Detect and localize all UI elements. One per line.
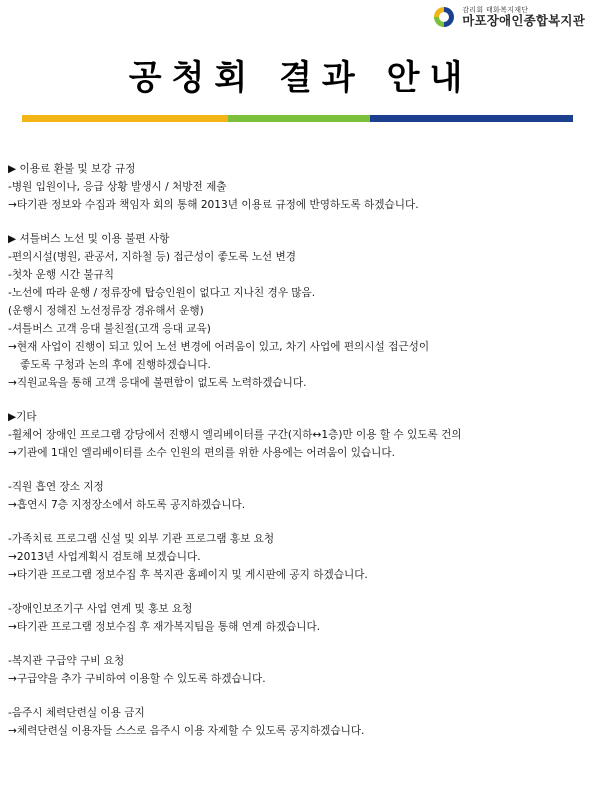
divider-blue-segment <box>370 115 573 122</box>
section-heading: ▶기타 <box>8 411 37 423</box>
section-line: →타기관 정보와 수집과 책임자 회의 통해 2013년 이용료 규정에 반영하도록 하겠습니다. <box>8 199 419 211</box>
section-heading: -직원 흡연 장소 지정 <box>8 481 104 493</box>
section-line: →구급약을 추가 구비하여 이용할 수 있도록 하겠습니다. <box>8 673 266 685</box>
section-line: →직원교육을 통해 고객 응대에 불편함이 없도록 노력하겠습니다. <box>8 377 307 389</box>
color-divider <box>22 115 573 122</box>
section-heading: -음주시 체력단련실 이용 금지 <box>8 707 145 719</box>
section-line: -휠체어 장애인 프로그램 강당에서 진행시 엘리베이터를 구간(지하↔1층)만 이용 할 수 있도록 건의 <box>8 429 462 441</box>
section-line: -노선에 따라 운행 / 정류장에 탑승인원이 없다고 지나친 경우 많음. <box>8 287 316 299</box>
section-line: -병원 입원이나, 응급 상황 발생시 / 처방전 제출 <box>8 181 227 193</box>
section-line: →현재 사업이 진행이 되고 있어 노선 변경에 어려움이 있고, 차기 사업에 편의시설 접근성이 <box>8 341 430 353</box>
divider-green-segment <box>228 115 370 122</box>
section-6 <box>8 600 598 636</box>
section-4 <box>8 478 598 514</box>
section-heading: -복지관 구급약 구비 요청 <box>8 655 125 667</box>
section-1 <box>8 160 598 214</box>
section-line: →흡연시 7층 지정장소에서 하도록 공지하겠습니다. <box>8 499 246 511</box>
section-heading: ▶ 셔틀버스 노선 및 이용 불편 사항 <box>8 233 170 245</box>
mapo-welfare-logo-icon <box>432 5 456 29</box>
org-name: 마포장애인종합복지관 <box>462 13 585 29</box>
section-2 <box>8 230 598 392</box>
section-line: →타기관 프로그램 정보수집 후 재가복지팀을 통해 연계 하겠습니다. <box>8 621 321 633</box>
section-5 <box>8 530 598 584</box>
section-3 <box>8 408 598 462</box>
org-logo <box>432 5 585 29</box>
section-line: →체력단련실 이용자들 스스로 음주시 이용 자제할 수 있도록 공지하겠습니다. <box>8 725 365 737</box>
section-8 <box>8 704 598 740</box>
org-subtitle: 감리회 태화복지재단 <box>462 5 529 14</box>
section-heading: -가족치료 프로그램 신설 및 외부 기관 프로그램 홍보 요청 <box>8 533 275 545</box>
page-title: 공청회 결과 안내 <box>128 58 473 98</box>
section-heading: -장애인보조기구 사업 연계 및 홍보 요청 <box>8 603 193 615</box>
section-line: →기관에 1대인 엘리베이터를 소수 인원의 편의를 위한 사용에는 어려움이 있습니다. <box>8 447 395 459</box>
section-line: -첫차 운행 시간 불규칙 <box>8 269 115 281</box>
section-7 <box>8 652 598 688</box>
section-heading: ▶ 이용료 환불 및 보강 규정 <box>8 163 136 175</box>
section-line: -셔틀버스 고객 응대 불친절(고객 응대 교육) <box>8 323 211 335</box>
section-line: →타기관 프로그램 정보수집 후 복지관 홈페이지 및 게시판에 공지 하겠습니다. <box>8 569 368 581</box>
result-content <box>8 160 598 756</box>
section-line: 좋도록 구청과 논의 후에 진행하겠습니다. <box>20 359 211 371</box>
section-line: →2013년 사업계획시 검토해 보겠습니다. <box>8 551 201 563</box>
section-line: -편의시설(병원, 관공서, 지하철 등) 접근성이 좋도록 노선 변경 <box>8 251 296 263</box>
section-line: (운행시 정해진 노선정류장 경유해서 운행) <box>8 305 204 317</box>
divider-yellow-segment <box>22 115 228 122</box>
